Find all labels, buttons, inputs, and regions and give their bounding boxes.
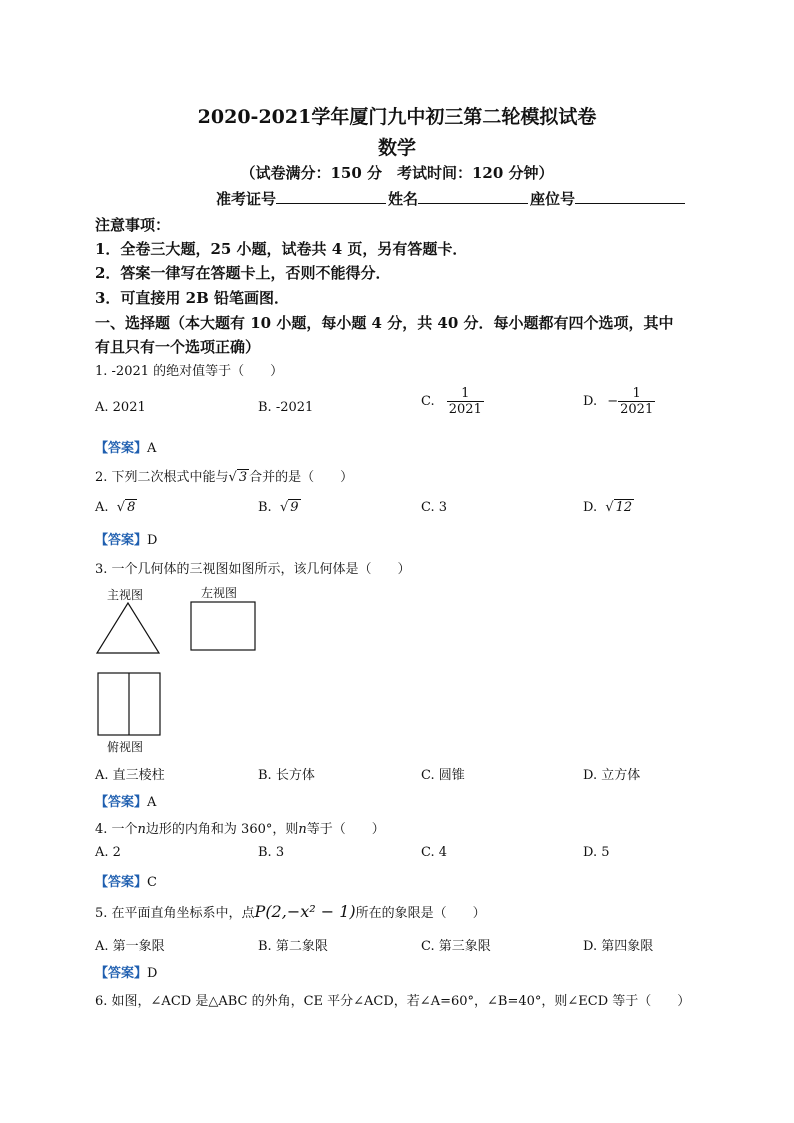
seat-blank — [575, 189, 685, 204]
front-view-label: 主视图 — [107, 588, 144, 602]
q2-option-b: B. √ 9 — [258, 500, 299, 515]
question-3-stem: 3. 一个几何体的三视图如图所示，该几何体是（ ） — [95, 562, 411, 577]
notes-title: 注意事项： — [95, 216, 171, 234]
question-4-stem: 4. 一个n边形的内角和为 360°，则n等于（ ） — [95, 822, 385, 837]
q1-option-c: C. $\frac{1}{2021}$ — [421, 386, 482, 417]
q5-option-a: A. 第一象限 — [95, 939, 165, 954]
q2-option-c: C. 3 — [421, 500, 448, 515]
left-view-label: 左视图 — [201, 586, 238, 600]
q5-answer: 【答案】D — [95, 966, 158, 981]
name-blank — [418, 189, 528, 204]
section-heading: 一、选择题（本大题有 10 小题，每小题 4 分，共 40 分．每小题都有四个选项，其中 — [95, 314, 674, 332]
q4-option-d: D. 5 — [583, 845, 610, 860]
q3-option-c: C. 圆锥 — [421, 768, 465, 783]
q4-option-b: B. 3 — [258, 845, 285, 860]
note-item: 3．可直接用 2B 铅笔画图． — [95, 289, 289, 307]
q1-option-d: D. − $\frac{1}{2021}$ — [583, 386, 654, 417]
q5-option-d: D. 第四象限 — [583, 939, 654, 954]
q3-option-a: A. 直三棱柱 — [95, 768, 165, 783]
three-view-top-figures — [95, 600, 265, 656]
q2-option-a: A. √ 8 — [95, 500, 136, 515]
q3-option-b: B. 长方体 — [258, 768, 315, 783]
question-2-stem: 2. 下列二次根式中能与√ 3 合并的是（ ） — [95, 470, 354, 485]
question-1-stem: 1. -2021 的绝对值等于（ ） — [95, 364, 284, 379]
question-6-stem: 6. 如图，∠ACD 是△ABC 的外角，CE 平分∠ACD，若∠A=60°，∠B=40°，则∠ECD 等于（ ） — [95, 994, 691, 1009]
q1-answer: 【答案】A — [95, 441, 157, 456]
candidate-fields — [216, 188, 687, 209]
question-5-stem: 5. 在平面直角坐标系中，点P(2,−x² − 1)所在的象限是（ ） — [95, 902, 486, 921]
left-view-rectangle — [191, 602, 255, 650]
subject-title: 数学 — [377, 137, 416, 159]
exam-info: （试卷满分：150 分 考试时间：120 分钟） — [240, 164, 554, 182]
q3-option-d: D. 立方体 — [583, 768, 641, 783]
seat-label: 座位号 — [530, 190, 576, 208]
q4-answer: 【答案】C — [95, 875, 157, 890]
exam-number-label: 准考证号 — [216, 190, 277, 208]
q5-option-c: C. 第三象限 — [421, 939, 491, 954]
note-item: 2．答案一律写在答题卡上，否则不能得分． — [95, 264, 391, 282]
q4-option-c: C. 4 — [421, 845, 448, 860]
exam-title: 2020-2021学年厦门九中初三第二轮模拟试卷 — [197, 106, 597, 128]
q3-answer: 【答案】A — [95, 795, 157, 810]
top-view-figure — [96, 671, 162, 737]
front-view-triangle — [97, 603, 159, 653]
note-item: 1．全卷三大题，25 小题，试卷共 4 页，另有答题卡． — [95, 240, 468, 258]
section-heading-cont: 有且只有一个选项正确） — [95, 338, 261, 356]
exam-number-blank — [276, 189, 386, 204]
point-p-expression: P(2,−x² − 1) — [254, 902, 356, 921]
q4-option-a: A. 2 — [95, 845, 121, 860]
q2-answer: 【答案】D — [95, 533, 158, 548]
q1-option-b: B. -2021 — [258, 400, 314, 415]
top-view-label: 俯视图 — [107, 740, 144, 754]
q5-option-b: B. 第二象限 — [258, 939, 328, 954]
name-label: 姓名 — [388, 190, 419, 208]
q1-option-a: A. 2021 — [95, 400, 146, 415]
q2-option-d: D. √ 12 — [583, 500, 633, 515]
